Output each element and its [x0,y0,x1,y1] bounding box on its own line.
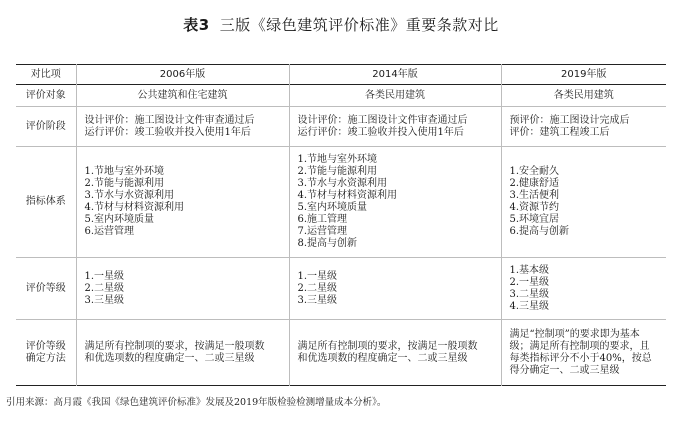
cell-2019: 1.安全耐久 2.健康舒适 3.生活便利 4.资源节约 5.环境宜居 6.提高与创新 [501,147,666,258]
row-label: 评价阶段 [25,120,66,132]
cell-2019: 1.基本级 2.一星级 3.二星级 4.三星级 [501,258,666,320]
row-evaluation-stage [16,107,666,147]
cell-2019: 预评价：施工图设计完成后 评价：建筑工程竣工后 [501,107,666,147]
cell-2006: 1.一星级 2.二星级 3.三星级 [76,258,289,320]
cell-2019: 各类民用建筑 [501,85,666,107]
cell-2006: 1.节地与室外环境 2.节能与能源利用 3.节水与水资源利用 4.节材与材料资源利用 5.室内环境质量 6.运营管理 [76,147,289,258]
row-label: 评价等级 确定方法 [25,340,66,364]
table-number: 表3 [183,16,210,34]
header-2014: 2014年版 [289,65,501,85]
row-evaluation-object [16,85,666,107]
header-2019: 2019年版 [501,65,666,85]
cell-2014: 各类民用建筑 [289,85,501,107]
cell-2006: 满足所有控制项的要求，按满足一般项数 和优选项数的程度确定一、二或三星级 [76,320,289,386]
source-note: 引用来源：高月霞《我国《绿色建筑评价标准》发展及2019年版检验检测增量成本分析》。 [6,397,387,408]
cell-2019: 满足“控制项”的要求即为基本 级；满足所有控制项的要求，且 每类指标评分不小于40%，按总 得分确定一、二或三星级 [501,320,666,386]
cell-2014: 设计评价：施工图设计文件审查通过后 运行评价：竣工验收并投入使用1年后 [289,107,501,147]
header-2006: 2006年版 [76,65,289,85]
table-header-row [16,65,666,85]
table-title: 三版《绿色建筑评价标准》重要条款对比 [219,16,499,34]
cell-2014: 1.节地与室外环境 2.节能与能源利用 3.节水与水资源利用 4.节材与材料资源利用 5.室内环境质量 6.施工管理 7.运营管理 8.提高与创新 [289,147,501,258]
row-indicator-system [16,147,666,258]
comparison-table [16,64,666,386]
row-label: 指标体系 [25,196,66,207]
cell-2006: 设计评价：施工图设计文件审查通过后 运行评价：竣工验收并投入使用1年后 [76,107,289,147]
row-label: 评价对象 [25,89,66,101]
cell-2014: 满足所有控制项的要求，按满足一般项数 和优选项数的程度确定一、二或三星级 [289,320,501,386]
row-rating-level [16,258,666,320]
row-label: 评价等级 [25,282,66,294]
header-item: 对比项 [30,68,61,80]
cell-2006: 公共建筑和住宅建筑 [76,85,289,107]
cell-2014: 1.一星级 2.二星级 3.三星级 [289,258,501,320]
table-caption [0,14,682,35]
row-rating-method [16,320,666,386]
